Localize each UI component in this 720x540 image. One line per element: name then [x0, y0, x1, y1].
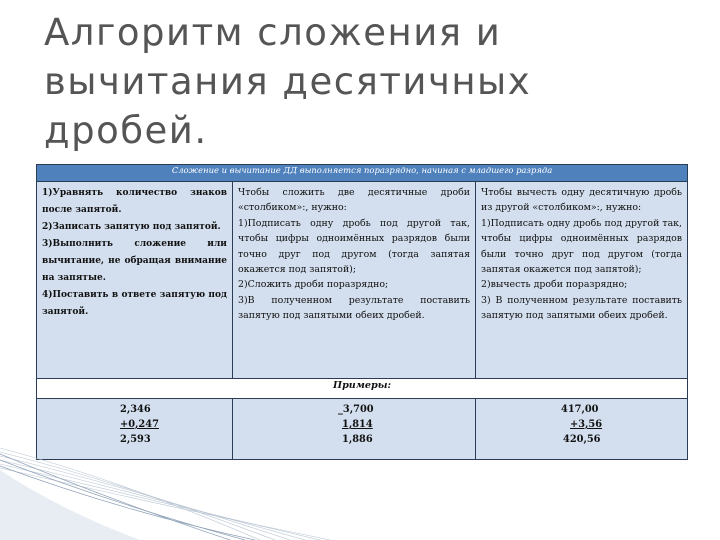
- addition-step: 2)Сложить дроби поразрядно;: [238, 279, 389, 291]
- example-result: 420,56: [563, 434, 601, 445]
- example-operand: +3,56: [570, 419, 603, 430]
- subtraction-cell: [476, 182, 688, 379]
- examples-header: Примеры:: [37, 379, 688, 399]
- subtraction-step: 2)вычесть дроби поразрядно;: [481, 279, 628, 291]
- example-operand: 2,346: [120, 404, 151, 415]
- example-operand: 417,00: [561, 404, 599, 415]
- table-content-row: [37, 182, 688, 379]
- general-steps-cell: [37, 182, 233, 379]
- example-result: 1,886: [342, 434, 373, 445]
- general-step: 1)Уравнять количество знаков после запятой.: [42, 188, 227, 215]
- title-line: вычитания десятичных: [44, 60, 532, 103]
- addition-intro: Чтобы сложить две десятичные дроби «столбиком»:, нужно:: [238, 187, 470, 214]
- addition-cell: [233, 182, 476, 379]
- table-header: Сложение и вычитание ДД выполняется поразрядно, начиная с младшего разряда: [37, 165, 688, 182]
- table-header-row: [37, 165, 688, 182]
- decorative-wave: [0, 440, 720, 540]
- examples-header-row: [37, 379, 688, 399]
- general-step: 2)Записать запятую под запятой.: [42, 222, 221, 232]
- algorithm-table: [36, 164, 688, 460]
- title-line: дробей.: [44, 109, 208, 152]
- example-result: 2,593: [120, 434, 151, 445]
- subtraction-intro: Чтобы вычесть одну десятичную дробь из другой «столбиком»:, нужно:: [481, 187, 683, 214]
- slide-title: [44, 8, 684, 155]
- subtraction-step: 1)Подписать одну дробь под другой так, чтобы цифры одноимённых разрядов были точно друг под другом (тогда запятая окажется под запятой);: [481, 217, 683, 276]
- title-line: Алгоритм сложения и: [44, 11, 502, 54]
- general-step: 4)Поставить в ответе запятую под запятой.: [42, 290, 227, 317]
- general-step: 3)Выполнить сложение или вычитание, не обращая внимание на запятые.: [42, 239, 227, 283]
- addition-step: 1)Подписать одну дробь под другой так, чтобы цифры одноимённых разрядов были точно друг под другом (тогда запятая окажется под запятой);: [238, 217, 470, 276]
- example-operand: 1,814: [342, 419, 373, 430]
- example-operand: +0,247: [120, 419, 159, 430]
- addition-step: 3)В полученном результате поставить запятую под запятыми обеих дробей.: [238, 294, 470, 322]
- subtraction-step: 3) В полученном результате поставить запятую под запятыми обеих дробей.: [481, 294, 683, 322]
- example-operand: _3,700: [338, 404, 374, 415]
